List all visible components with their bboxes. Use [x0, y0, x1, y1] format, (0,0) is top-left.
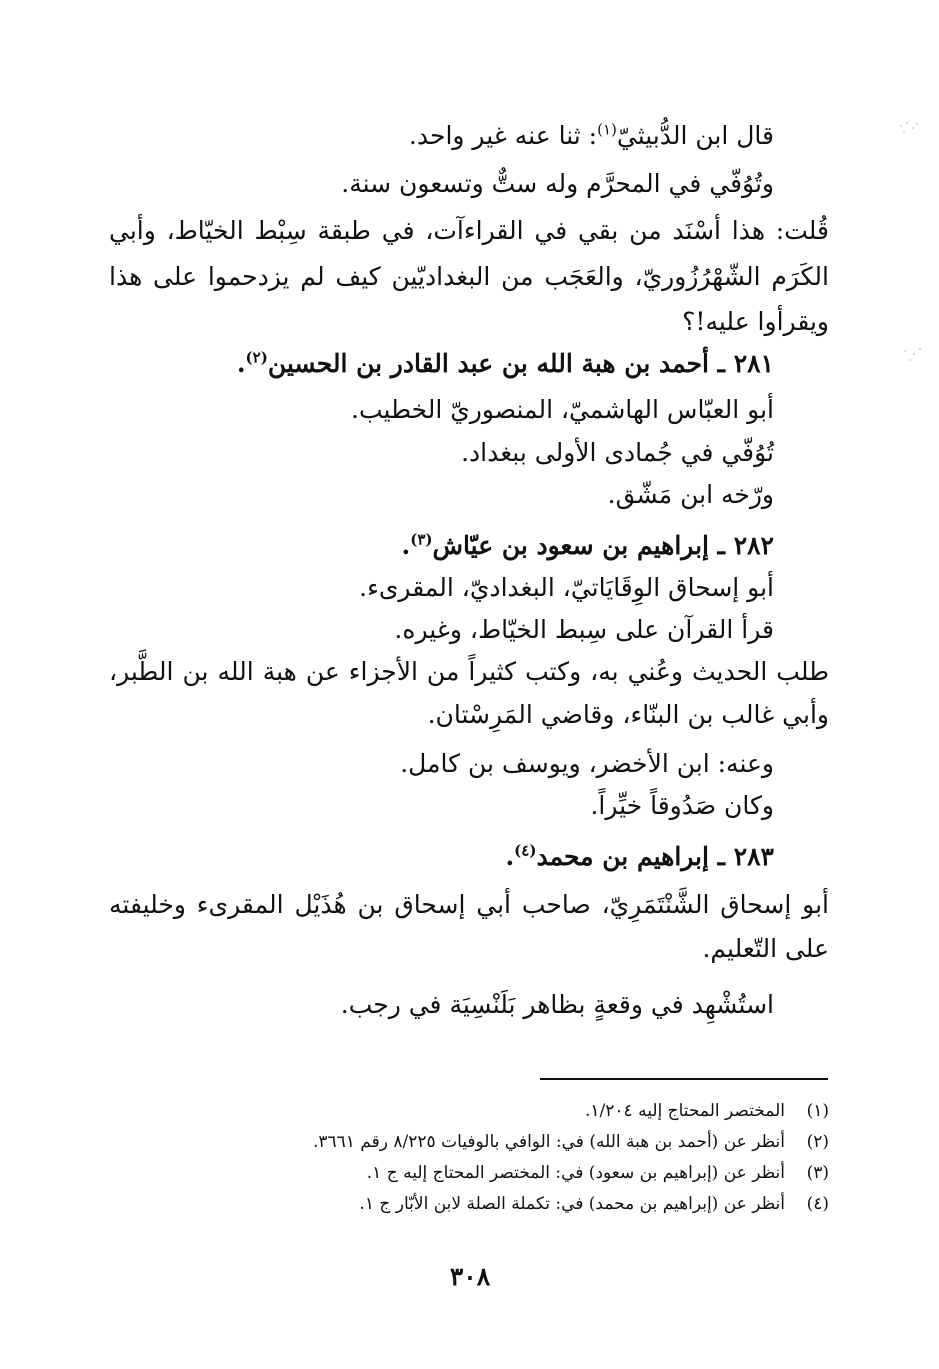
footnote-text: المختصر المحتاج إليه ١/٢٠٤. — [585, 1101, 785, 1121]
text-line: على التّعليم. — [702, 934, 829, 963]
entry-heading — [505, 837, 774, 877]
text-line: أبو إسحاق الشَّنْتَمَرِيّ، صاحب أبي إسحاق بن هُذَيْل المقرىء وخليفته — [109, 890, 829, 919]
entry-heading-text: ٢٨١ ـ أحمد بن هبة الله بن عبد القادر بن الحسين — [267, 349, 774, 378]
footnote-marker: (٤) — [514, 841, 537, 860]
period: . — [236, 349, 246, 378]
text-line: ويقرأوا عليه!؟ — [682, 307, 829, 336]
footnote-text: أنظر عن (إبراهيم بن محمد) في: تكملة الصلة لابن الأبّار ج ١. — [359, 1194, 785, 1214]
text-line: أبو إسحاق الوِقَايَاتيّ، البغداديّ، المقرىء. — [359, 573, 774, 602]
entry-heading-text: ٢٨٢ ـ إبراهيم بن سعود بن عيّاش — [432, 531, 774, 560]
text-line: قُلت: هذا أسْنَد من بقي في القراءآت، في طبقة سِبْط الخيّاط، وأبي — [109, 216, 829, 245]
footnote-marker: (٢) — [245, 348, 268, 367]
footnote-separator — [540, 1078, 828, 1080]
text-fragment: : ثنا عنه غير واحد. — [408, 121, 598, 150]
period: . — [401, 531, 411, 560]
footnote — [367, 1160, 829, 1186]
scan-speck — [895, 118, 923, 140]
entry-heading — [402, 526, 774, 566]
text-line: استُشْهِد في وقعةٍ بظاهر بَلَنْسِيَة في رجب. — [340, 990, 774, 1019]
entry-heading-text: ٢٨٣ ـ إبراهيم بن محمد — [536, 842, 774, 871]
text-line: قرأ القرآن على سِبط الخيّاط، وغيره. — [394, 615, 774, 644]
footnote-marker: (١) — [597, 120, 617, 139]
footnote-number: (٢) — [806, 1132, 829, 1152]
text-line: وتُوُفّي في المحرَّم وله ستٌّ وتسعون سنة. — [341, 169, 774, 198]
period: . — [505, 842, 515, 871]
footnote-number: (١) — [806, 1101, 829, 1121]
footnote — [585, 1098, 829, 1124]
footnote-marker: (٣) — [410, 530, 433, 549]
text-line: ورّخه ابن مَشّق. — [607, 480, 774, 509]
scan-speck — [900, 345, 928, 367]
text-line: تُوُفّي في جُمادى الأولى ببغداد. — [461, 438, 774, 467]
footnote — [313, 1129, 829, 1155]
footnote-text: أنظر عن (إبراهيم بن سعود) في: المختصر المحتاج إليه ج ١. — [366, 1163, 785, 1183]
text-line: وكان صَدُوقاً خيِّراً. — [590, 791, 774, 820]
text-line: الكَرَم الشّهْرُزُوريّ، والعَجَب من البغداديّين كيف لم يزدحموا على هذا — [109, 262, 829, 291]
footnote-number: (٤) — [806, 1194, 829, 1214]
text-line: أبو العبّاس الهاشميّ، المنصوريّ الخطيب. — [351, 395, 774, 424]
footnote-text: أنظر عن (أحمد بن هبة الله) في: الوافي بالوفيات ٨/٢٢٥ رقم ٣٦٦١. — [313, 1132, 785, 1152]
entry-heading — [237, 344, 774, 384]
text-line: طلب الحديث وعُني به، وكتب كثيراً من الأجزاء عن هبة الله بن الطَّبر، — [109, 657, 829, 686]
text-line: وأبي غالب بن البنّاء، وقاضي المَرِسْتان. — [427, 700, 829, 729]
text-fragment: قال ابن الدُّبيثيّ — [616, 121, 774, 150]
footnote — [359, 1191, 829, 1217]
page-number: ٣٠٨ — [449, 1262, 491, 1291]
text-line — [409, 116, 774, 156]
footnote-number: (٣) — [806, 1163, 829, 1183]
text-line: وعنه: ابن الأخضر، ويوسف بن كامل. — [400, 749, 774, 778]
